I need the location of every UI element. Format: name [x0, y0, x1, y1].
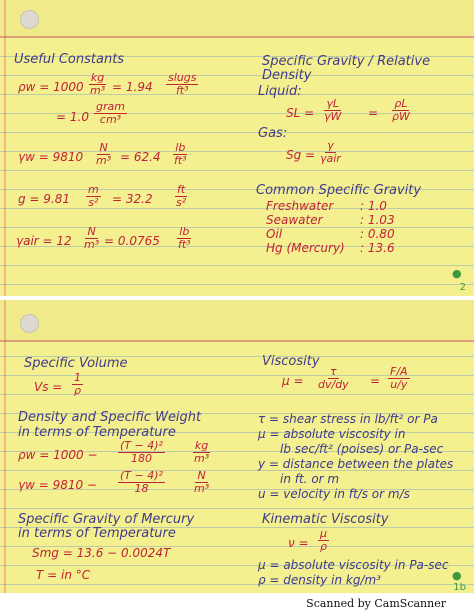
viscosity-def-3: y = distance between the plates: [258, 457, 454, 471]
gamma-temp-frac: $\frac{\text{(T − 4)²}}{18}$: [120, 469, 163, 495]
common-sg-title: Common Specific Gravity: [256, 183, 422, 198]
viscosity-def-0: τ = shear stress in lb/ft² or Pa: [258, 412, 438, 426]
rho-w-label: ρw = 1000: [18, 80, 84, 94]
gamma-air-eq2: = 0.0765: [104, 234, 160, 248]
g-unit1: $\frac{m}{\text{s²}}$: [88, 183, 99, 209]
g-unit2: $\frac{ft}{\text{s²}}$: [176, 183, 187, 209]
viscosity-frac2: $\frac{F/A}{u/y}$: [390, 365, 408, 391]
gamma-temp-lhs: γw = 9810 −: [18, 478, 98, 492]
rho-temp-unit: $\frac{kg}{\text{m³}}$: [194, 439, 210, 465]
page-header-band: [0, 300, 474, 342]
gas-label: Gas:: [258, 126, 288, 141]
density-temp-title: Density and Specific Weight: [18, 410, 202, 425]
common-sg-name-1: Seawater: [266, 213, 323, 227]
sg-mercury-title: Specific Gravity of Mercury: [18, 512, 195, 527]
rho-w-unit2: slugs ft³: [168, 71, 197, 97]
liquid-label: Liquid:: [258, 84, 302, 99]
punch-hole: [20, 314, 39, 333]
gamma-air-unit2: $\frac{lb}{\text{ft³}}$: [178, 225, 191, 251]
kinematic-lhs: ν =: [288, 536, 309, 550]
punch-hole: [20, 10, 39, 29]
rho-temp-frac: $\frac{\text{(T − 4)²}}{180}$: [120, 439, 163, 465]
density-temp-title-2: in terms of Temperature: [18, 425, 176, 440]
useful-constants-title: Useful Constants: [14, 52, 125, 67]
kinematic-def-0: μ = absolute viscosity in Pa-sec: [258, 558, 449, 572]
common-sg-name-2: Oil: [266, 227, 283, 241]
common-sg-value-0: : 1.0: [360, 199, 387, 213]
liquid-eq: =: [368, 106, 379, 120]
specific-gravity-title-2: Density: [262, 68, 312, 83]
gamma-w-unit1: $\frac{N}{\text{m³}}$: [96, 141, 112, 167]
common-sg-name-3: Hg (Mercury): [266, 241, 345, 255]
apple-logo-icon: ●: [452, 569, 462, 582]
gas-lhs: Sg =: [286, 148, 316, 162]
gamma-w-eq2: = 62.4: [120, 150, 161, 164]
liquid-frac2: $\frac{\rho L}{\rho W}$: [392, 97, 410, 123]
specific-volume-frac: $\frac{1}{\rho}$: [74, 371, 81, 397]
page-header-band: [0, 0, 474, 38]
g-label: g = 9.81: [18, 192, 71, 206]
viscosity-eq: =: [370, 374, 381, 388]
common-sg-value-2: : 0.80: [360, 227, 395, 241]
viscosity-def-4: in ft. or m: [280, 472, 340, 486]
viscosity-frac1: $\frac{\tau}{dv/dy}$: [318, 365, 349, 391]
apple-logo-icon: ●: [452, 267, 462, 280]
common-sg-value-3: : 13.6: [360, 241, 395, 255]
rho-w-alt-eq: = 1.0: [56, 110, 89, 124]
g-eq2: = 32.2: [112, 192, 153, 206]
common-sg-value-1: : 1.03: [360, 213, 395, 227]
kinematic-def-1: ρ = density in kg/m³: [258, 573, 381, 587]
viscosity-def-1: μ = absolute viscosity in: [258, 427, 406, 441]
page-number: 2: [459, 282, 466, 293]
notebook-page-1: [0, 0, 474, 296]
viscosity-def-2: lb sec/ft² (poises) or Pa-sec: [280, 442, 444, 456]
common-sg-name-0: Freshwater: [266, 199, 334, 213]
gamma-air-unit1: $\frac{N}{\text{m³}}$: [84, 225, 100, 251]
gas-frac: γ γair: [320, 139, 341, 165]
liquid-frac1: $\frac{\gamma L}{\gamma W}$: [324, 97, 342, 123]
liquid-lhs: SL =: [286, 106, 315, 120]
viscosity-def-5: u = velocity in ft/s or m/s: [258, 487, 410, 501]
specific-gravity-title: Specific Gravity / Relative: [262, 54, 431, 69]
margin-line: [4, 0, 6, 296]
gamma-temp-unit: $\frac{N}{\text{m³}}$: [194, 469, 210, 495]
gamma-w-label: γw = 9810: [18, 150, 84, 164]
specific-volume-title: Specific Volume: [24, 356, 128, 371]
rho-w-alt-unit: gram cm³: [96, 100, 125, 126]
sg-mercury-title-2: in terms of Temperature: [18, 526, 176, 541]
kinematic-title: Kinematic Viscosity: [262, 512, 389, 527]
sg-mercury-note: T = in °C: [36, 568, 91, 582]
notebook-page-2: [0, 300, 474, 593]
gamma-w-unit2: $\frac{lb}{\text{ft³}}$: [174, 141, 187, 167]
gamma-air-label: γair = 12: [16, 234, 72, 248]
viscosity-title: Viscosity: [262, 354, 320, 369]
scanner-watermark: Scanned by CamScanner: [306, 597, 446, 610]
rho-w-eq2: = 1.94: [112, 80, 153, 94]
viscosity-lhs: μ =: [282, 374, 304, 388]
rho-w-unit1: $\frac{kg}{\text{m³}}$: [90, 71, 106, 97]
sg-mercury-formula: Smg = 13.6 − 0.0024T: [32, 546, 171, 560]
specific-volume-lhs: Vs =: [34, 380, 63, 394]
rho-temp-lhs: ρw = 1000 −: [18, 448, 98, 462]
kinematic-frac: $\frac{\mu}{\rho}$: [320, 527, 327, 553]
page-number: 1b: [453, 582, 466, 593]
margin-line: [4, 300, 6, 593]
